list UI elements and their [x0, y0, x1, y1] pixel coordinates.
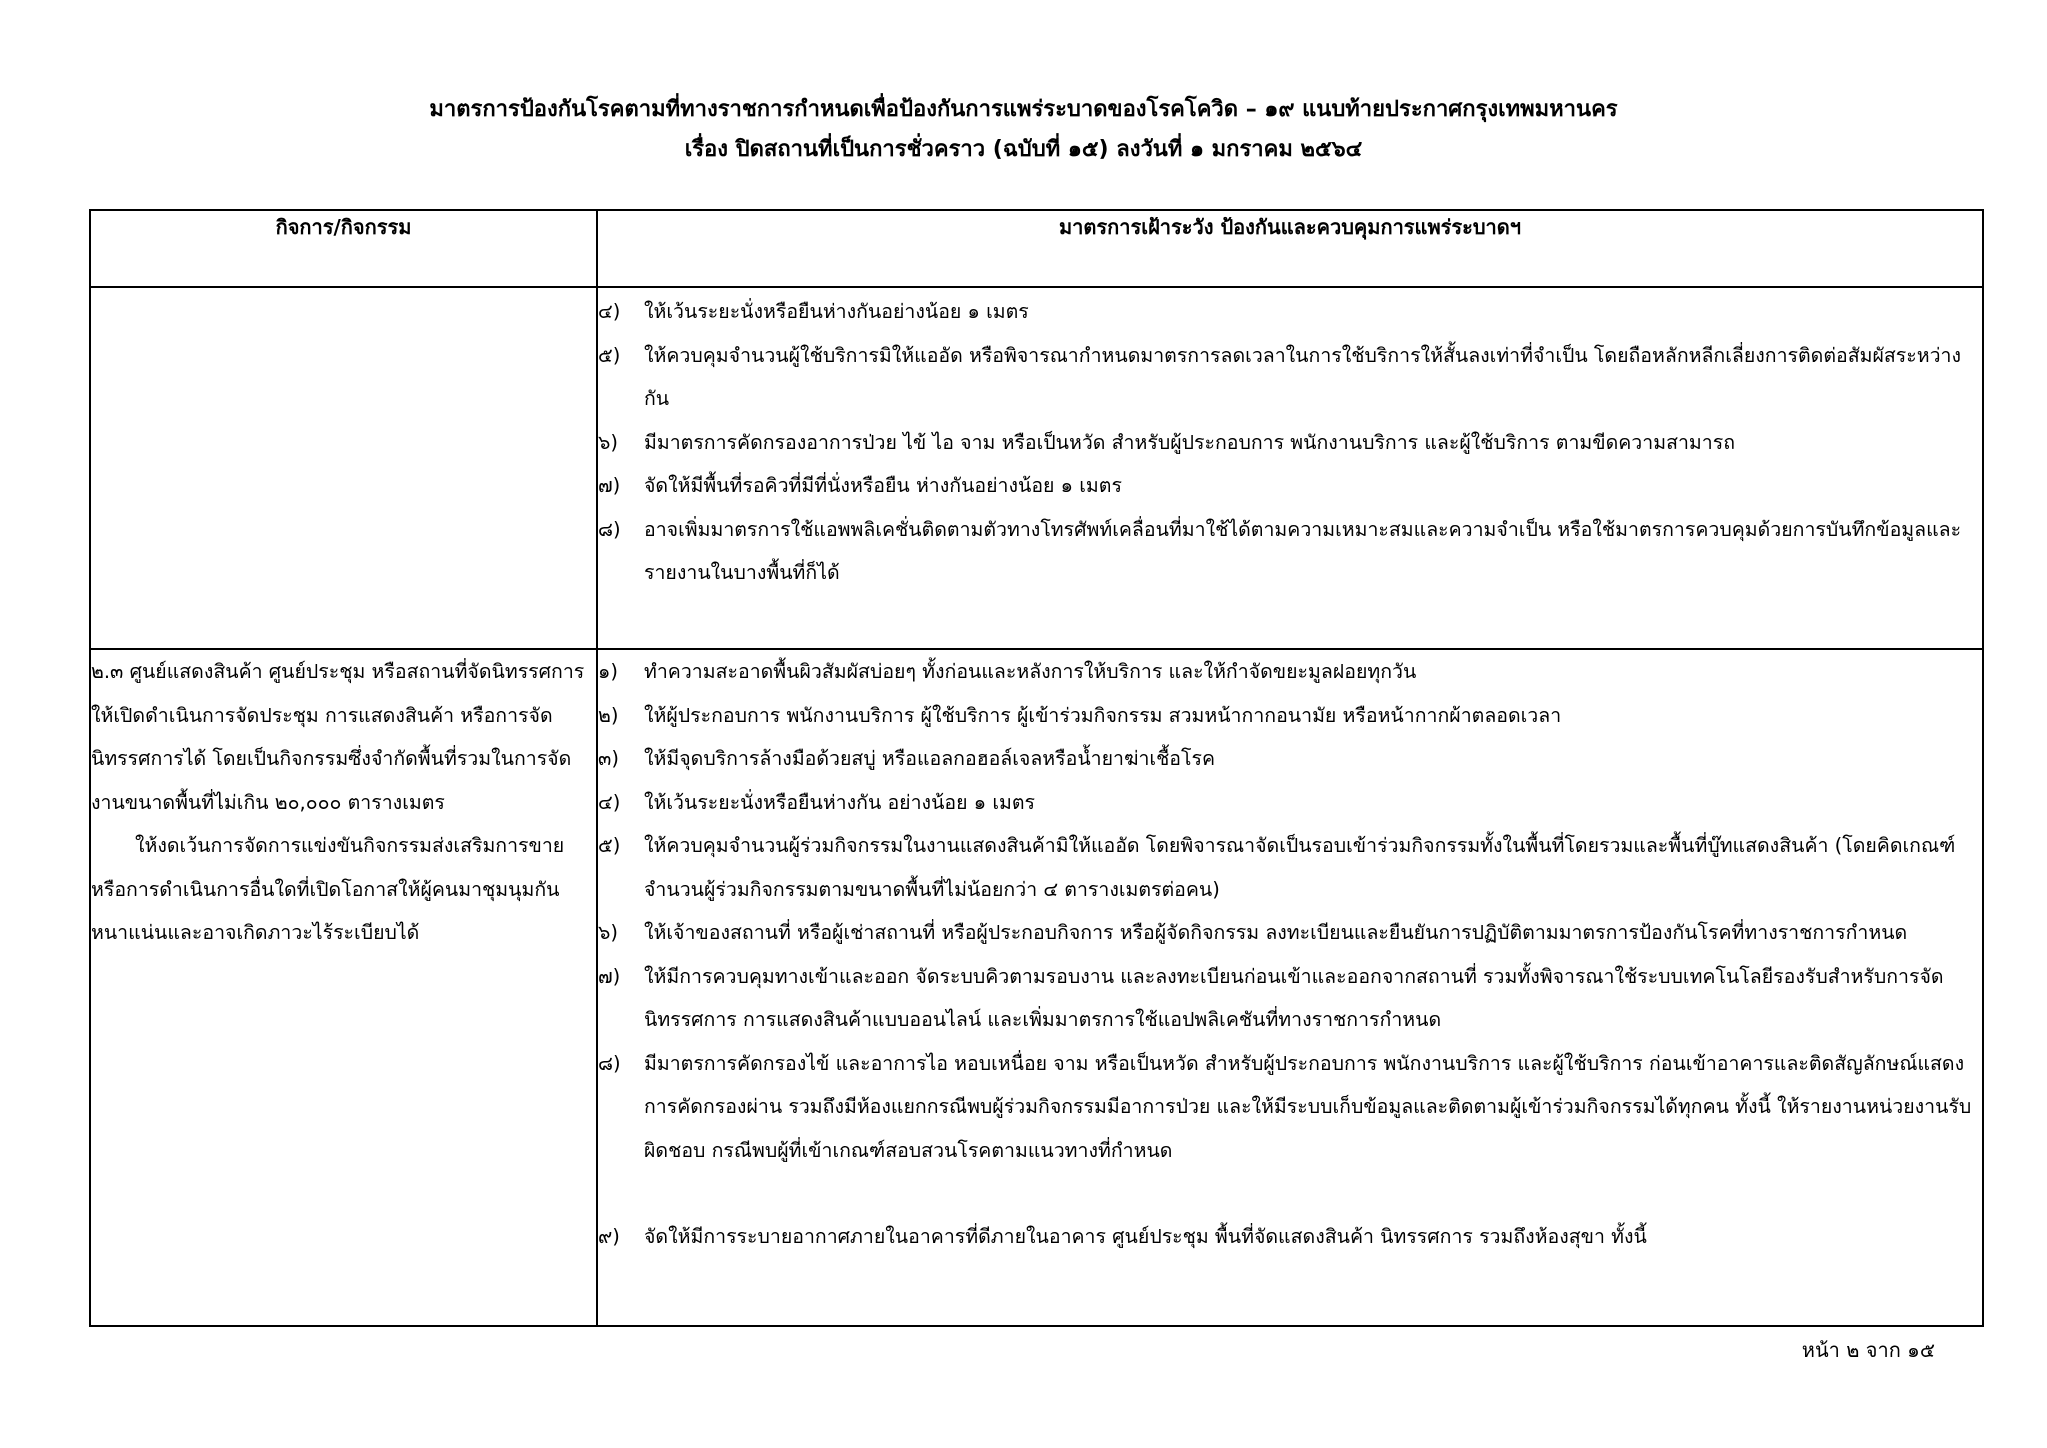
list-item: ๖) มีมาตรการคัดกรองอาการป่วย ไข้ ไอ จาม หรือเป็นหวัด สำหรับผู้ประกอบการ พนักงานบริการ และผู้ใช้บริการ ตามขีดความสามารถ [598, 430, 1736, 454]
measures-table [89, 209, 1984, 1327]
page-number: หน้า ๒ จาก ๑๕ [1801, 1338, 1935, 1362]
table-row [90, 287, 1983, 649]
list-item: ๖) ให้เจ้าของสถานที่ หรือผู้เช่าสถานที่ หรือผู้ประกอบกิจการ หรือผู้จัดกิจกรรม ลงทะเบียนและยืนยันการปฏิบัติตามมาตรการป้องกันโรคที่ทางราชการกำหนด [598, 921, 1908, 944]
activity-restriction: ให้งดเว้นการจัดการแข่งขันกิจกรรมส่งเสริมการขาย หรือการดำเนินการอื่นใดที่เปิดโอกาสให้ผู้คนมาชุมนุมกันหนาแน่นและอาจเกิดภาวะไร้ระเบียบได้ [91, 834, 565, 944]
measures-cell [597, 287, 1983, 649]
list-item: ๑) ทำความสะอาดพื้นผิวสัมผัสบ่อยๆ ทั้งก่อนและหลังการให้บริการ และให้กำจัดขยะมูลฝอยทุกวัน [598, 660, 1417, 683]
list-item: ๔) ให้เว้นระยะนั่งหรือยืนห่างกันอย่างน้อย ๑ เมตร [598, 300, 1029, 323]
list-item: ๔) ให้เว้นระยะนั่งหรือยืนห่างกัน อย่างน้อย ๑ เมตร [598, 790, 1035, 814]
column-header-activity: กิจการ/กิจกรรม [90, 210, 597, 287]
measures-cell [597, 649, 1983, 1326]
document-header [0, 90, 2047, 170]
activity-cell-empty [90, 287, 597, 649]
list-item: ๗) ให้มีการควบคุมทางเข้าและออก จัดระบบคิวตามรอบงาน และลงทะเบียนก่อนเข้าและออกจากสถานที่ รวมทั้งพิจารณาใช้ระบบเทคโนโลยีรองรับสำหรับการจัดนิทรรศการ การแสดงสินค้าแบบออนไลน์ และเพิ่มมาตรการใช้แอปพลิเคชันที่ทางราชการกำหนด [598, 964, 1944, 1031]
list-item: ๒) ให้ผู้ประกอบการ พนักงานบริการ ผู้ใช้บริการ ผู้เข้าร่วมกิจกรรม สวมหน้ากากอนามัย หรือหน้ากากผ้าตลอดเวลา [598, 703, 1562, 727]
activity-description: ๒.๓ ศูนย์แสดงสินค้า ศูนย์ประชุม หรือสถานที่จัดนิทรรศการ ให้เปิดดำเนินการจัดประชุม การแสดงสินค้า หรือการจัดนิทรรศการได้ โดยเป็นกิจกรรมซึ่งจำกัดพื้นที่รวมในการจัดงานขนาดพื้นที่ไม่เกิน ๒๐,๐๐๐ ตารางเมตร [91, 660, 585, 814]
column-header-measures: มาตรการเฝ้าระวัง ป้องกันและควบคุมการแพร่ระบาดฯ [597, 210, 1983, 287]
table-row [90, 649, 1983, 1326]
list-item: ๓) ให้มีจุดบริการล้างมือด้วยสบู่ หรือแอลกอฮอล์เจลหรือน้ำยาฆ่าเชื้อโรค [598, 747, 1216, 770]
document-title-line2: เรื่อง ปิดสถานที่เป็นการชั่วคราว (ฉบับที่ ๑๕) ลงวันที่ ๑ มกราคม ๒๕๖๔ [684, 137, 1363, 162]
list-item: ๗) จัดให้มีพื้นที่รอคิวที่มีที่นั่งหรือยืน ห่างกันอย่างน้อย ๑ เมตร [598, 474, 1122, 497]
list-item: ๘) มีมาตรการคัดกรองไข้ และอาการไอ หอบเหนื่อย จาม หรือเป็นหวัด สำหรับผู้ประกอบการ พนักงานบริการ และผู้ใช้บริการ ก่อนเข้าอาคารและติดสัญลักษณ์แสดงการคัดกรองผ่าน รวมถึงมีห้องแยกกรณีพบผู้ร่วมกิจกรรมมีอาการป่วย และให้มีระบบเก็บข้อมูลและติดตามผู้เข้าร่วมกิจกรรมได้ทุกคน ทั้งนี้ ให้รายงานหน่วยงานรับผิดชอบ กรณีพบผู้ที่เข้าเกณฑ์สอบสวนโรคตามแนวทางที่กำหนด [598, 1051, 1972, 1162]
document-title-line1: มาตรการป้องกันโรคตามที่ทางราชการกำหนดเพื่อป้องกันการแพร่ระบาดของโรคโควิด – ๑๙ แนบท้ายประกาศกรุงเทพมหานคร [429, 97, 1618, 122]
list-item: ๕) ให้ควบคุมจำนวนผู้ร่วมกิจกรรมในงานแสดงสินค้ามิให้แออัด โดยพิจารณาจัดเป็นรอบเข้าร่วมกิจกรรมทั้งในพื้นที่โดยรวมและพื้นที่บู๊ทแสดงสินค้า (โดยคิดเกณฑ์จำนวนผู้ร่วมกิจกรรมตามขนาดพื้นที่ไม่น้อยกว่า ๔ ตารางเมตรต่อคน) [598, 834, 1956, 901]
list-item: ๙) จัดให้มีการระบายอากาศภายในอาคารที่ดีภายในอาคาร ศูนย์ประชุม พื้นที่จัดแสดงสินค้า นิทรรศการ รวมถึงห้องสุขา ทั้งนี้ [598, 1225, 1647, 1248]
list-item: ๕) ให้ควบคุมจำนวนผู้ใช้บริการมิให้แออัด หรือพิจารณากำหนดมาตรการลดเวลาในการใช้บริการให้สั้นลงเท่าที่จำเป็น โดยถือหลักหลีกเลี่ยงการติดต่อสัมผัสระหว่างกัน [598, 343, 1962, 410]
table-header-row [90, 210, 1983, 287]
spacer [598, 1172, 1982, 1215]
list-item: ๘) อาจเพิ่มมาตรการใช้แอพพลิเคชั่นติดตามตัวทางโทรศัพท์เคลื่อนที่มาใช้ได้ตามความเหมาะสมและความจำเป็น หรือใช้มาตรการควบคุมด้วยการบันทึกข้อมูลและรายงานในบางพื้นที่ก็ได้ [598, 517, 1962, 584]
activity-cell [90, 649, 597, 1326]
